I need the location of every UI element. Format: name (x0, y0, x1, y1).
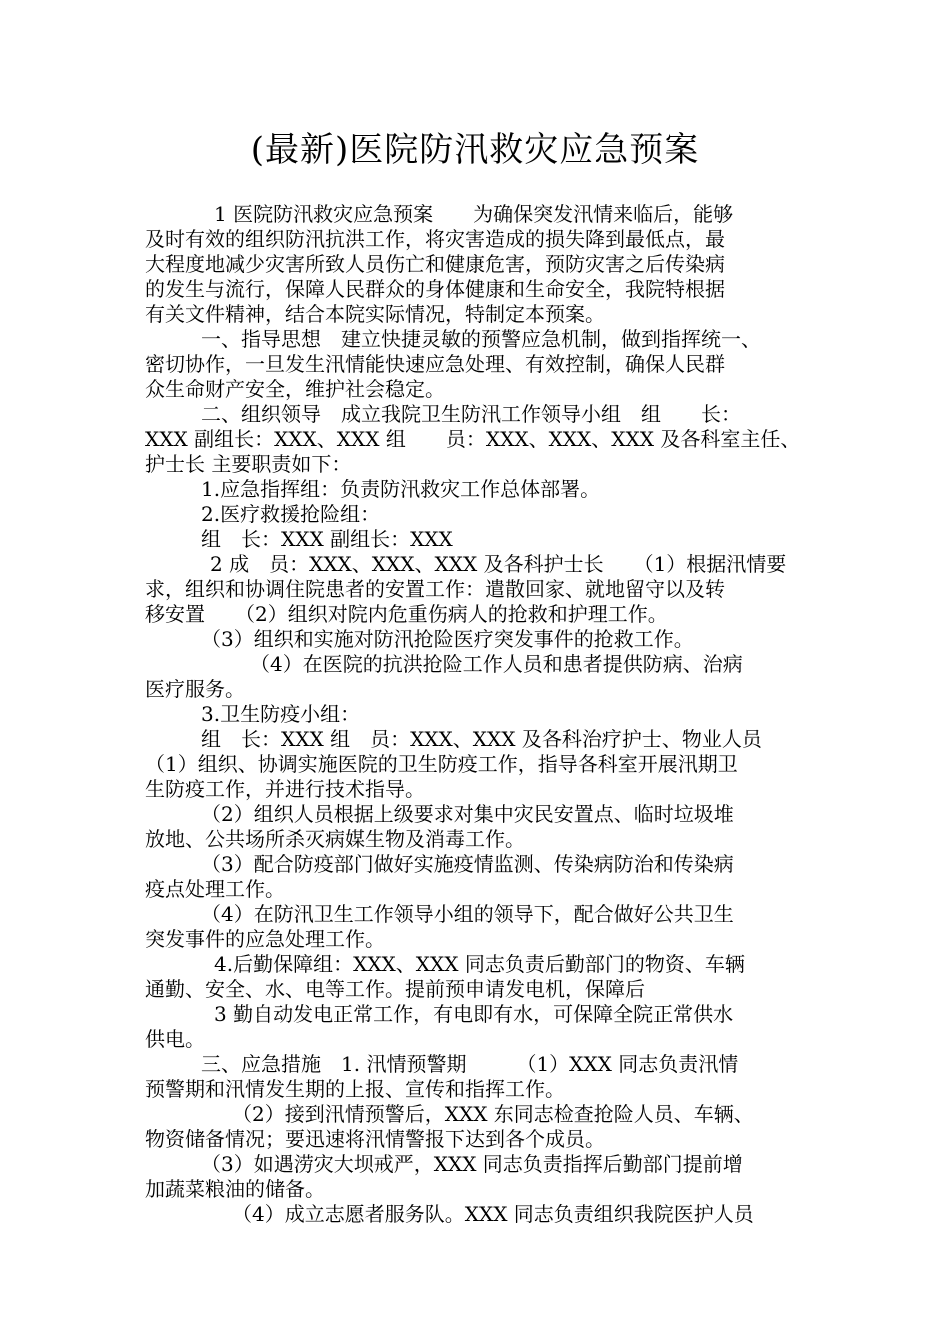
text-line: 众生命财产安全，维护社会稳定。 (145, 377, 445, 401)
text-line: 3 勤自动发电正常工作，有电即有水，可保障全院正常供水 (214, 1002, 734, 1026)
text-line: （4）成立志愿者服务队。XXX 同志负责组织我院医护人员 (232, 1202, 754, 1226)
text-line: 4.后勤保障组：XXX、XXX 同志负责后勤部门的物资、车辆 (214, 952, 745, 976)
text-line: （3）配合防疫部门做好实施疫情监测、传染病防治和传染病 (201, 852, 734, 876)
text-line: （2）接到汛情预警后，XXX 东同志检查抢险人员、车辆、 (232, 1102, 754, 1126)
text-line: 2.医疗救援抢险组： (201, 502, 381, 526)
text-line: 生防疫工作，并进行技术指导。 (145, 777, 425, 801)
text-line: 预警期和汛情发生期的上报、宣传和指挥工作。 (145, 1077, 565, 1101)
text-line: 有关文件精神，结合本院实际情况，特制定本预案。 (145, 302, 605, 326)
text-line: 1.应急指挥组：负责防汛救灾工作总体部署。 (201, 477, 601, 501)
text-line: 3.卫生防疫小组： (201, 702, 361, 726)
text-line: 物资储备情况；要迅速将汛情警报下达到各个成员。 (145, 1127, 605, 1151)
text-line: 移安置 （2）组织对院内危重伤病人的抢救和护理工作。 (145, 602, 668, 626)
text-line: （3）如遇涝灾大坝戒严，XXX 同志负责指挥后勤部门提前增 (201, 1152, 743, 1176)
text-line: 突发事件的应急处理工作。 (145, 927, 385, 951)
text-line: 求，组织和协调住院患者的安置工作：遣散回家、就地留守以及转 (145, 577, 725, 601)
text-line: （2）组织人员根据上级要求对集中灾民安置点、临时垃圾堆 (201, 802, 734, 826)
document-title: (最新)医院防汛救灾应急预案 (250, 130, 700, 170)
text-line: 1 医院防汛救灾应急预案 为确保突发汛情来临后，能够 (214, 202, 734, 226)
text-line: （4）在防汛卫生工作领导小组的领导下，配合做好公共卫生 (201, 902, 734, 926)
text-line: 三、应急措施 1. 汛情预警期 （1）XXX 同志负责汛情 (201, 1052, 739, 1076)
text-line: 护士长 主要职责如下： (145, 452, 352, 476)
text-line: 的发生与流行，保障人民群众的身体健康和生命安全，我院特根据 (145, 277, 725, 301)
text-line: 密切协作，一旦发生汛情能快速应急处理、有效控制，确保人民群 (145, 352, 725, 376)
text-line: 医疗服务。 (145, 677, 245, 701)
text-line: 二、组织领导 成立我院卫生防汛工作领导小组 组 长： (201, 402, 741, 426)
text-line: 通勤、安全、水、电等工作。提前预申请发电机，保障后 (145, 977, 645, 1001)
text-line: 2 成 员：XXX、XXX、XXX 及各科护士长 （1）根据汛情要 (210, 552, 787, 576)
text-line: 组 长：XXX 副组长：XXX (201, 527, 453, 551)
text-line: （1）组织、协调实施医院的卫生防疫工作，指导各科室开展汛期卫 (145, 752, 738, 776)
text-line: 大程度地减少灾害所致人员伤亡和健康危害，预防灾害之后传染病 (145, 252, 725, 276)
text-line: 及时有效的组织防汛抗洪工作，将灾害造成的损失降到最低点，最 (145, 227, 725, 251)
text-line: 放地、公共场所杀灭病媒生物及消毒工作。 (145, 827, 525, 851)
text-line: 疫点处理工作。 (145, 877, 285, 901)
text-line: 供电。 (145, 1027, 205, 1051)
text-line: 加蔬菜粮油的储备。 (145, 1177, 325, 1201)
text-line: 组 长：XXX 组 员：XXX、XXX 及各科治疗护士、物业人员 (201, 727, 762, 751)
text-line: 一、指导思想 建立快捷灵敏的预警应急机制，做到指挥统一、 (201, 327, 761, 351)
text-line: XXX 副组长：XXX、XXX 组 员：XXX、XXX、XXX 及各科室主任、 (145, 427, 801, 451)
text-line: （4）在医院的抗洪抢险工作人员和患者提供防病、治病 (250, 652, 743, 676)
text-line: （3）组织和实施对防汛抢险医疗突发事件的抢救工作。 (201, 627, 694, 651)
